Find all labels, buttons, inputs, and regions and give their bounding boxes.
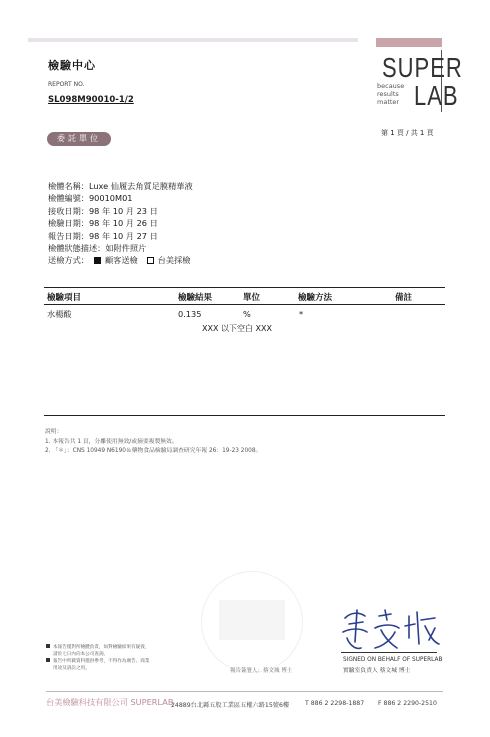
cell-result: 0.135	[178, 309, 202, 319]
info-row-received: 接收日期：98 年 10 月 23 日	[48, 205, 158, 216]
logo-word-lab: LAB	[414, 80, 459, 112]
notes	[45, 428, 261, 457]
report-number: SL098M90010-1/2	[48, 95, 134, 105]
info-row-condition: 檢體狀態描述：如附件照片	[48, 243, 147, 254]
cell-item: 水楊酸	[47, 309, 72, 319]
bullet-square-icon	[46, 644, 50, 648]
client-badge: 委託單位	[47, 132, 111, 146]
logo-word-super: SUPER	[382, 52, 463, 84]
sample-info	[48, 180, 193, 267]
table-bottom-rule	[44, 415, 445, 416]
table-top-rule	[44, 287, 445, 288]
note-line: 2. 「＊」：CNS 10949 N6190＆藥物食品檢驗局調查研究年報 26：19-23 2008。	[45, 448, 262, 455]
legal-disclaimer: 本報告僅對所檢體負責，如對檢驗結果有疑義， 請於七日內向本公司查詢。 報告中所載資料僅供參考，不得作為廣告、商業 用途及訴訟之用。	[46, 644, 149, 672]
note-line: 1. 本報告共 1 頁，分離使用無效/或摘要複製無效。	[45, 438, 178, 445]
info-row-reported: 報告日期：98 年 10 月 27 日	[48, 230, 158, 241]
faint-seal-center	[219, 600, 285, 640]
unchecked-box-icon	[147, 257, 154, 264]
lab-director: 實驗室負責人 蔡文城 博士	[343, 668, 411, 674]
page-title: 檢驗中心	[48, 59, 96, 72]
col-header-unit: 單位	[243, 293, 261, 303]
notes-heading: 說明：	[45, 429, 63, 435]
page-indicator: 第 1 頁 / 共 1 頁	[381, 129, 434, 137]
checked-box-icon	[94, 257, 101, 264]
footer-company: 台美檢驗科技有限公司 SUPERLAB	[46, 697, 174, 707]
reviewer-label: 報告簽署人：蔡文城 博士	[230, 668, 293, 674]
col-header-result: 檢驗結果	[178, 293, 213, 303]
col-header-method: 檢驗方法	[298, 293, 333, 303]
footer-rule	[46, 691, 443, 692]
info-row-id: 檢體編號：90010M01	[48, 193, 133, 204]
logo-tagline: because results matter	[377, 82, 405, 106]
col-header-remark: 備註	[395, 293, 413, 303]
table-end-note: XXX 以下空白 XXX	[202, 324, 272, 333]
cell-method: *	[299, 309, 304, 319]
footer-fax: F 886 2 2290-2510	[378, 700, 437, 707]
footer-telephone: T 886 2 2298-1887	[305, 700, 365, 707]
header-rule	[28, 38, 358, 42]
signature-line	[341, 652, 437, 653]
col-header-item: 檢驗項目	[47, 293, 82, 303]
handwritten-signature	[335, 598, 445, 658]
signed-on-behalf: SIGNED ON BEHALF OF SUPERLAB	[343, 657, 443, 663]
report-no-label: REPORT NO.	[48, 81, 85, 88]
logo-bar	[376, 38, 442, 47]
cell-unit: %	[243, 309, 251, 319]
footer-address: 24889台北縣五股工業區五權六路15號6樓	[171, 702, 290, 709]
table-header-rule	[44, 304, 445, 305]
info-row-name: 檢體名稱：Luxe 仙履去角質足膜精華液	[48, 181, 193, 191]
info-row-tested: 檢驗日期：98 年 10 月 26 日	[48, 218, 158, 229]
bullet-square-icon	[46, 658, 50, 662]
info-row-delivery: 送檢方式： 顧客送檢 台美採檢	[48, 255, 191, 266]
